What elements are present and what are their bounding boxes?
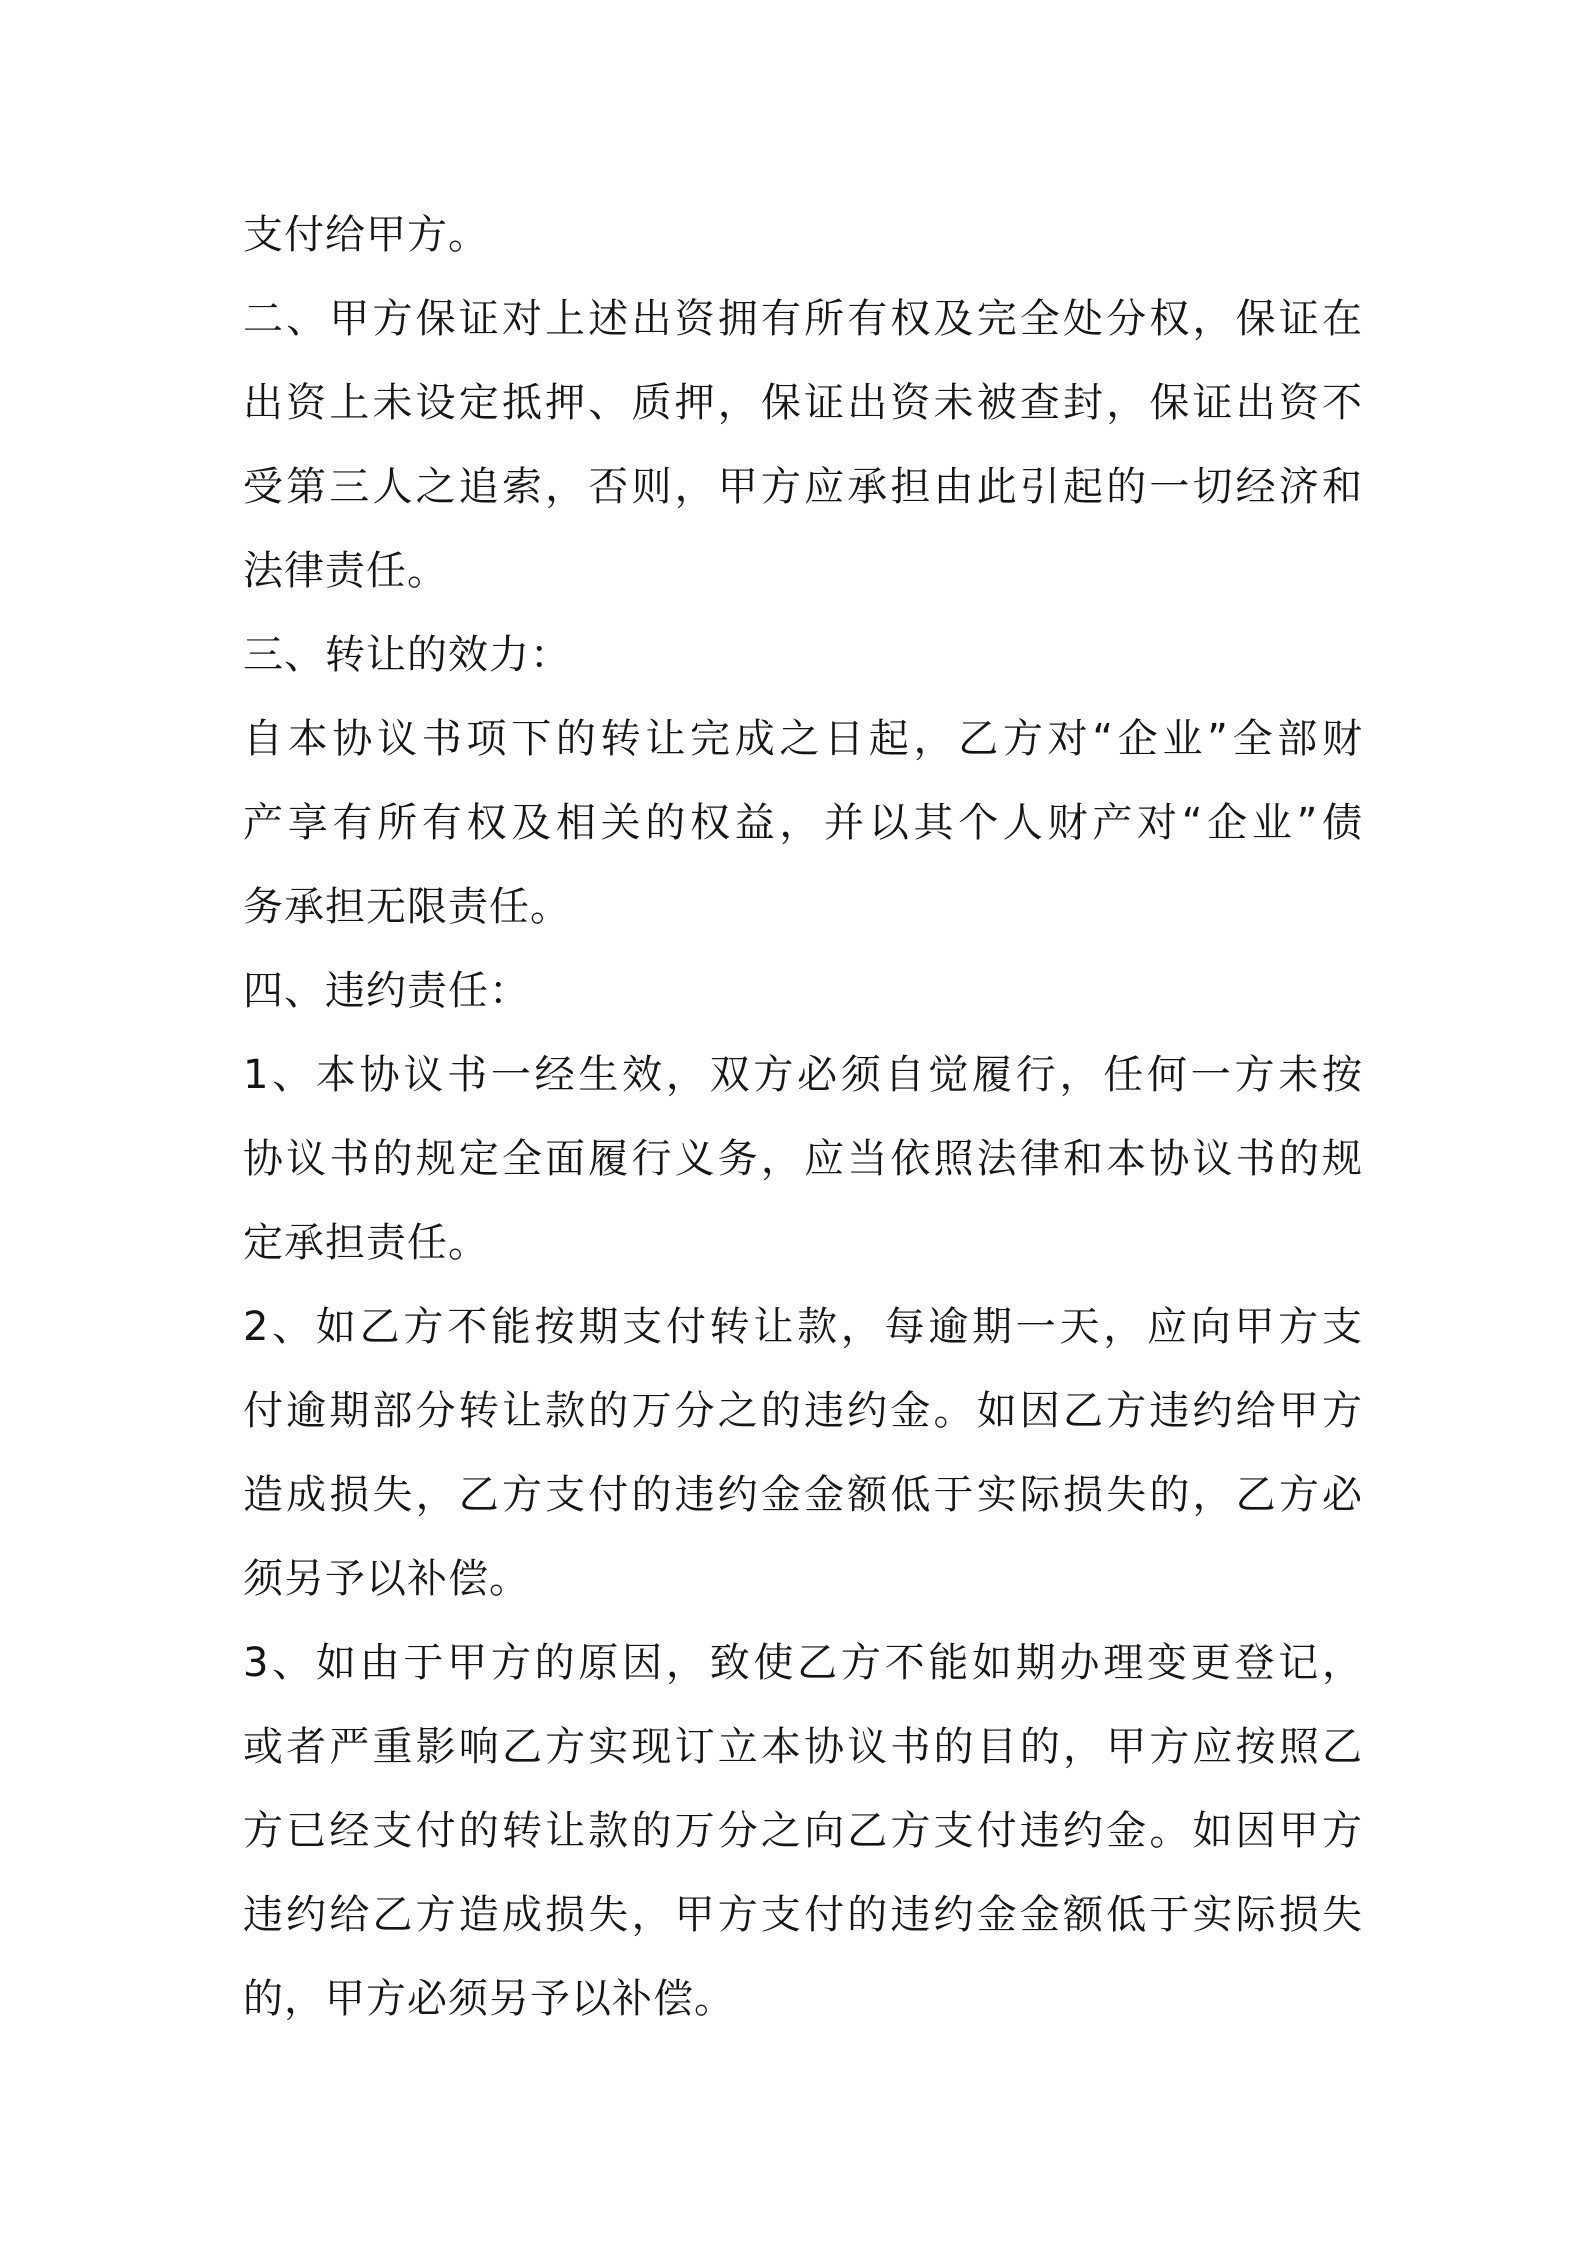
text-line: 3、如由于甲方的原因，致使乙方不能如期办理变更登记，: [243, 1640, 1363, 1686]
section-heading: 三、转让的效力：: [243, 632, 571, 678]
text-line: 出资上未设定抵押、质押，保证出资未被查封，保证出资不: [243, 380, 1363, 426]
text-line: 1、本协议书一经生效，双方必须自觉履行，任何一方未按: [243, 1052, 1363, 1098]
text-line: 付逾期部分转让款的万分之的违约金。如因乙方违约给甲方: [243, 1388, 1363, 1434]
text-line: 须另予以补偿。: [243, 1556, 530, 1602]
text-line: 方已经支付的转让款的万分之向乙方支付违约金。如因甲方: [243, 1808, 1363, 1854]
text-line: 支付给甲方。: [243, 212, 489, 258]
text-line: 务承担无限责任。: [243, 884, 571, 930]
text-line: 协议书的规定全面履行义务，应当依照法律和本协议书的规: [243, 1136, 1363, 1182]
text-line: 造成损失，乙方支付的违约金金额低于实际损失的，乙方必: [243, 1472, 1363, 1518]
text-line: 自本协议书项下的转让完成之日起，乙方对“企业”全部财: [243, 716, 1363, 762]
text-line: 法律责任。: [243, 548, 448, 594]
section-heading: 四、违约责任：: [243, 968, 530, 1014]
text-line: 产享有所有权及相关的权益，并以其个人财产对“企业”债: [243, 800, 1363, 846]
text-line: 或者严重影响乙方实现订立本协议书的目的，甲方应按照乙: [243, 1724, 1363, 1770]
text-line: 违约给乙方造成损失，甲方支付的违约金金额低于实际损失: [243, 1892, 1363, 1938]
text-line: 2、如乙方不能按期支付转让款，每逾期一天，应向甲方支: [243, 1304, 1363, 1350]
document-body: [243, 193, 1363, 2041]
text-line: 定承担责任。: [243, 1220, 489, 1266]
text-line: 二、甲方保证对上述出资拥有所有权及完全处分权，保证在: [243, 296, 1363, 342]
text-line: 的，甲方必须另予以补偿。: [243, 1976, 735, 2022]
text-line: 受第三人之追索，否则，甲方应承担由此引起的一切经济和: [243, 464, 1363, 510]
